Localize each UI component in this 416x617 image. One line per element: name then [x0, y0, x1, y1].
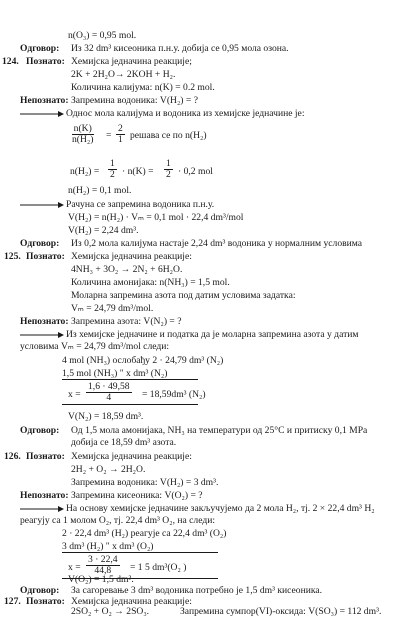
reaction-equation: 2H₂ + O₂ → 2H₂O.: [71, 464, 146, 475]
fraction-numerator: 2: [118, 123, 123, 134]
known-text: Хемијска једначина реакције:: [71, 251, 192, 262]
known-amount: Количина амонијака: n(NH₃) = 1,5 mol.: [71, 277, 230, 288]
answer-text: добија се 18,59 dm³ азота.: [71, 437, 177, 448]
unknown-text: Запремина кисеоника: V(O₂) = ?: [71, 490, 203, 501]
result-line: V(O₂) = 1,5 dm³.: [68, 574, 134, 585]
result-line: V(H₂) = n(H₂) · Vₘ = 0,1 mol · 22,4 dm³/mol: [68, 212, 244, 223]
fraction-numerator: 3 · 22,4: [88, 554, 118, 565]
reaction-equation: 4NH₃ + 3O₂ → 2N₂ + 6H₂O.: [71, 264, 183, 275]
answer-label: Одговор:: [20, 238, 60, 249]
answer-label: Одговор:: [20, 585, 60, 596]
fraction-denominator: 44,8: [94, 565, 112, 576]
step-text: На основу хемијске једначине закључујемо да 2 мола H₂, тј. 2 × 22,4 dm³ H₂: [66, 503, 375, 514]
arrow-icon: [20, 110, 64, 118]
unknown-label: Непознато:: [20, 316, 69, 327]
arrow-icon: [20, 201, 64, 209]
problem-125-number: 125.: [4, 251, 21, 262]
known-value: Vₘ = 24,79 dm³/mol.: [71, 303, 154, 314]
proportion-row: 3 dm³ (H₂) " x dm³ (O₂): [62, 541, 154, 552]
known-text: Хемијска једначина реакције:: [71, 451, 192, 462]
result-line: n(H₂) = 0,1 mol.: [68, 185, 132, 196]
fraction-half: [108, 159, 117, 180]
fraction-numerator: n(K): [73, 123, 92, 134]
x-result: = 18,59dm³ (N₂): [142, 389, 206, 400]
step-text: Из хемијске једначине и податка да је моларна запремина азота у датим: [66, 329, 359, 340]
known-amount: Количина калијума: n(K) = 0.2 mol.: [71, 82, 215, 93]
fraction-numerator: 1: [110, 158, 115, 169]
answer-text: Из 32 dm³ кисеоника п.н.у. добија се 0,95 мола озона.: [71, 43, 289, 54]
fraction-half: [164, 159, 173, 180]
known-label: Познато:: [26, 596, 65, 607]
fraction-numerator: 1: [166, 158, 171, 169]
fraction-ratio: [116, 124, 125, 145]
proportion-row: 4 mol (NH₃) ослобађу 2 · 24,79 dm³ (N₂): [62, 355, 224, 366]
problem-124-number: 124.: [2, 56, 19, 67]
known-amount: Запремина сумпор(VI)-оксида: V(SO₃) = 112 dm³.: [180, 606, 382, 617]
known-amount: Запремина водоника: V(H₂) = 3 dm³.: [71, 477, 219, 488]
fraction-denominator: 2: [166, 169, 171, 180]
divider: [62, 552, 218, 553]
formula-tail: · 0,2 mol: [178, 166, 213, 177]
proportion-row: 2 · 22,4 dm³ (H₂) реагује са 22,4 dm³ (O₂): [62, 528, 227, 539]
divider: [62, 404, 198, 405]
solve-note: решава се по n(H₂): [130, 130, 207, 141]
equals-sign: =: [106, 130, 112, 141]
step-text: реагују са 1 молом O₂, тј. 22,4 dm³ O₂, на следи:: [20, 515, 216, 526]
unknown-text: Запремина азота: V(N₂) = ?: [71, 316, 182, 327]
problem-126-number: 126.: [4, 451, 21, 462]
reaction-equation: 2K + 2H₂O→ 2KOH + H₂.: [71, 69, 176, 80]
known-text: Хемијска једначина реакције:: [71, 596, 192, 607]
answer-text: Од 1,5 мола амонијака, NH₃ на температури од 25°C и притиску 0,1 MPa: [71, 425, 368, 436]
fraction-numerator: 1,6 · 49,58: [88, 381, 130, 392]
answer-text: За сагоревање 3 dm³ водоника потребно је 1,5 dm³ кисеоника.: [71, 585, 323, 596]
answer-label: Одговор:: [20, 43, 60, 54]
fraction-denominator: 2: [110, 169, 115, 180]
unknown-label: Непознато:: [20, 95, 69, 106]
known-label: Познато:: [26, 56, 65, 67]
divider: [62, 379, 198, 380]
problem-127-number: 127.: [4, 596, 21, 607]
formula-lhs: n(H₂) =: [70, 166, 100, 177]
proportion-row: 1,5 mol (NH₃) " x dm³ (N₂): [62, 368, 168, 379]
known-label: Познато:: [26, 451, 65, 462]
fraction-denominator: n(H₂): [72, 134, 94, 145]
result-ozone-moles: n(O₃) = 0,95 mol.: [68, 30, 137, 41]
step-text: Однос мола калијума и водоника из хемијске једначине је:: [66, 108, 305, 119]
answer-label: Одговор:: [20, 425, 60, 436]
result-line: V(N₂) = 18,59 dm³.: [68, 411, 144, 422]
x-label: x =: [68, 562, 81, 573]
step-text: условима Vₘ = 24,79 dm³/mol следи:: [20, 341, 170, 352]
known-label: Познато:: [26, 251, 65, 262]
fraction-nk-nh2: [70, 124, 95, 145]
step-text: Рачуна се запремина водоника п.н.у.: [66, 199, 215, 210]
x-result: = 1 5 dm³(O₂ ): [130, 562, 187, 573]
answer-text: Из 0,2 мола калијума настаје 2,24 dm³ водоника у нормалним условима: [71, 238, 363, 249]
fraction-denominator: 1: [118, 134, 123, 145]
reaction-equation: 2SO₂ + O₂ → 2SO₃.: [71, 606, 150, 617]
known-text: Моларна запремина азота под датим условима задатка:: [71, 290, 296, 301]
fraction-x: [86, 555, 120, 576]
unknown-label: Непознато:: [20, 490, 69, 501]
arrow-icon: [20, 505, 64, 513]
formula-mid: · n(K) =: [122, 166, 154, 177]
x-label: x =: [68, 389, 81, 400]
result-line: V(H₂) = 2,24 dm³.: [68, 225, 139, 236]
known-text: Хемијска једначина реакције;: [71, 56, 192, 67]
fraction-denominator: 4: [106, 392, 112, 403]
unknown-text: Запремина водоника: V(H₂) = ?: [71, 95, 198, 106]
fraction-x: [86, 382, 132, 403]
arrow-icon: [20, 331, 64, 339]
